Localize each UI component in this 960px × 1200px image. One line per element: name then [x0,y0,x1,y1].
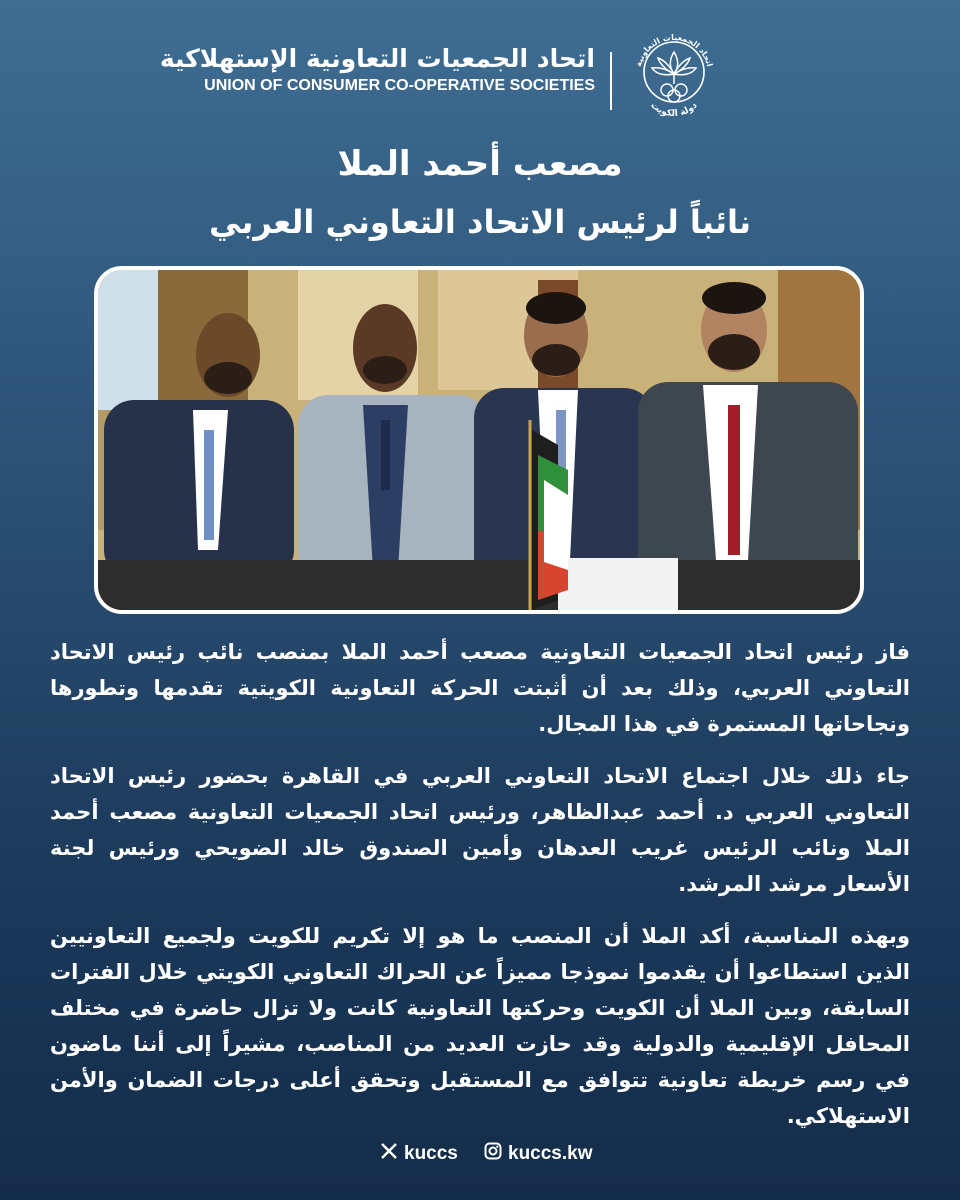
header-divider [610,52,612,110]
article-paragraph-2: جاء ذلك خلال اجتماع الاتحاد التعاوني العربي في القاهرة بحضور رئيس الاتحاد التعاوني العربي د. أحمد عبدالظاهر، ورئيس اتحاد الجمعيات التعاونية مصعب أحمد الملا ونائب الرئيس غريب العدهان وأمين الصندوق خالد الضويحي ورئيس لجنة الأسعار مرشد المرشد. [50,764,910,896]
x-icon [380,1142,398,1166]
org-name-english: UNION OF CONSUMER CO-OPERATIVE SOCIETIES [204,77,595,94]
svg-text:دولة الكويت [648,100,699,119]
org-name-block [160,44,595,96]
lotus-icon [652,52,696,84]
instagram-handle: kuccs.kw [508,1143,593,1164]
social-links [0,1136,960,1176]
headline-name: مصعب أحمد الملا [337,144,623,184]
rings-icon [661,84,687,102]
x-link[interactable] [380,1142,458,1166]
meeting-photo [94,266,864,614]
instagram-link[interactable] [484,1142,593,1166]
header [0,14,960,120]
logo-text-top: اتحاد الجمعيات التعاونية [633,32,715,68]
meeting-photo-illustration [98,270,860,610]
org-name-arabic: اتحاد الجمعيات التعاونية الإستهلاكية [159,44,595,73]
article-paragraph-1: فاز رئيس اتحاد الجمعيات التعاونية مصعب أحمد الملا بمنصب نائب رئيس الاتحاد التعاوني العربي، وذلك بعد أن أثبتت الحركة التعاونية الكويتية تقدمها وتطورها ونجاحاتها المستمرة في هذا المجال. [50,640,910,736]
x-handle: kuccs [404,1143,458,1164]
headline-position: نائباً لرئيس الاتحاد التعاوني العربي [209,203,751,241]
instagram-icon [484,1142,502,1166]
union-logo [624,22,724,122]
logo-text-bottom: دولة الكويت [648,100,700,120]
article-body [50,634,910,1150]
article-paragraph-3: وبهذه المناسبة، أكد الملا أن المنصب ما هو إلا تكريم للكويت ولجميع التعاونيين الذين استطاعوا أن يقدموا نموذجا مميزاً عن الحراك التعاوني الكويتي خلال الفترات السابقة، وبين الملا أن الكويت وحركتها التعاونية كانت ولا تزال حاضرة في مختلف المحافل الإقليمية والدولية وقد حازت العديد من المناصب، مشيراً إلى أننا ماضون في رسم خريطة تعاونية تتوافق مع المستقبل وتحقق أعلى درجات الضمان والأمن الاستهلاكي. [50,924,910,1128]
